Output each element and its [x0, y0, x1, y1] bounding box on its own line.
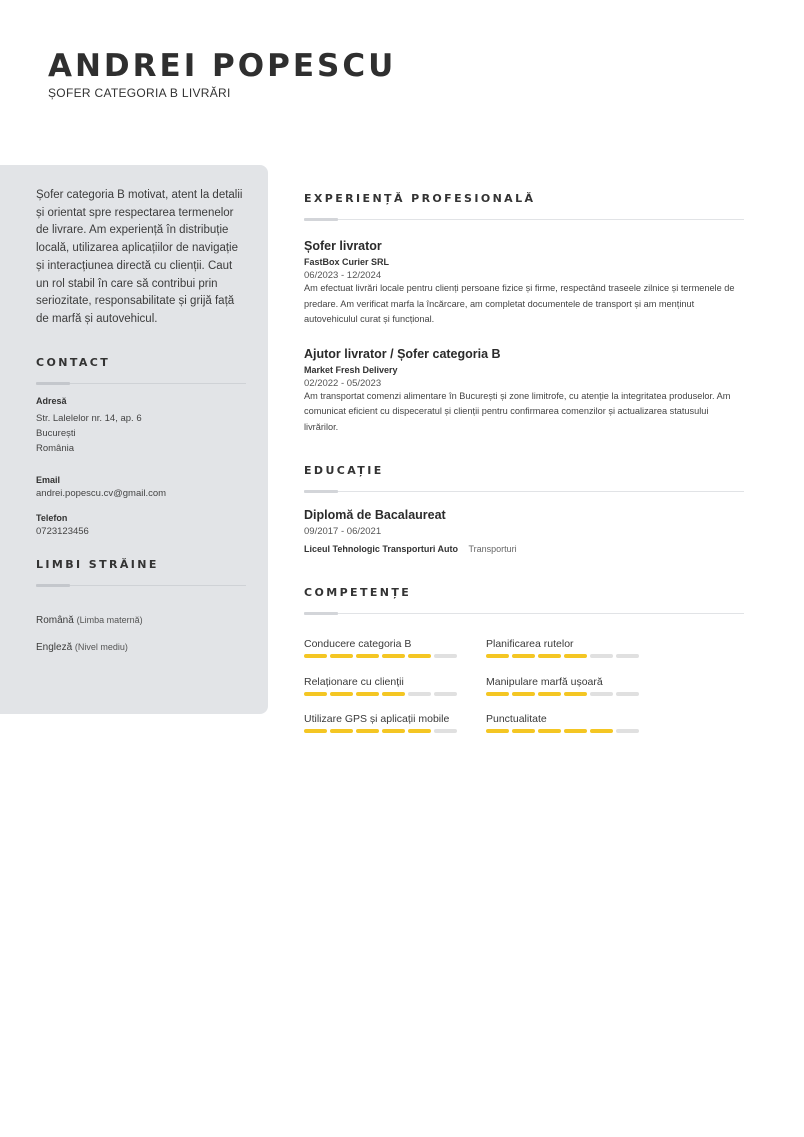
resume-header [48, 46, 396, 100]
language-item [36, 642, 246, 653]
job-title: Șofer livrator [304, 239, 382, 253]
skill-bar [304, 654, 464, 658]
candidate-role: ȘOFER CATEGORIA B LIVRĂRI [48, 86, 231, 100]
skill-name: Manipulare marfă ușoară [486, 675, 603, 688]
skill-segment-filled [408, 654, 431, 658]
job-dates: 02/2022 - 05/2023 [304, 377, 382, 389]
skill-segment-filled [382, 692, 405, 696]
skill-segment-filled [564, 692, 587, 696]
skill-bar [304, 729, 464, 733]
skill-segment-filled [304, 729, 327, 733]
skill-segment-empty [616, 729, 639, 733]
degree-title: Diplomă de Bacalaureat [304, 507, 446, 522]
skill-segment-filled [356, 729, 379, 733]
skill-segment-filled [382, 729, 405, 733]
skill-segment-filled [304, 692, 327, 696]
skill-segment-filled [486, 654, 509, 658]
phone-label: Telefon [36, 512, 68, 523]
section-divider [304, 217, 744, 221]
phone-value[interactable]: 0723123456 [36, 525, 89, 537]
language-level: (Limba maternă) [76, 614, 143, 625]
contact-section [36, 356, 246, 539]
skill-name: Conducere categoria B [304, 637, 412, 650]
skill-segment-filled [538, 654, 561, 658]
education-dates: 09/2017 - 06/2021 [304, 525, 382, 537]
language-item [36, 615, 246, 626]
skill-item [304, 713, 464, 733]
skill-segment-empty [434, 654, 457, 658]
skill-segment-empty [434, 729, 457, 733]
experience-title: EXPERIENȚĂ PROFESIONALĂ [304, 192, 536, 205]
education-title: EDUCAȚIE [304, 463, 384, 477]
skill-segment-filled [408, 729, 431, 733]
skill-segment-filled [330, 729, 353, 733]
job-company: Market Fresh Delivery [304, 364, 398, 375]
job-title: Ajutor livrator / Șofer categoria B [304, 346, 501, 361]
skill-item [304, 676, 464, 696]
languages-title: LIMBI STRĂINE [36, 557, 159, 571]
skill-item [486, 676, 646, 696]
skill-segment-filled [356, 654, 379, 658]
skill-segment-filled [564, 654, 587, 658]
skill-segment-filled [538, 692, 561, 696]
sidebar [0, 165, 268, 714]
skill-segment-filled [486, 729, 509, 733]
skill-name: Punctualitate [486, 712, 547, 725]
job-description: Am transportat comenzi alimentare în București și zone limitrofe, cu atenție la integritatea produselor. Am comunicat eficient cu dispeceratul și clienții pentru confirmarea comenzilor și actualizarea statusului livrărilor. [304, 390, 731, 432]
skill-segment-empty [616, 654, 639, 658]
education-section [304, 464, 744, 557]
skill-segment-filled [356, 692, 379, 696]
skill-segment-filled [538, 729, 561, 733]
skill-segment-filled [512, 654, 535, 658]
skill-segment-filled [304, 654, 327, 658]
skill-segment-filled [486, 692, 509, 696]
skill-bar [486, 692, 646, 696]
job-company: FastBox Curier SRL [304, 257, 390, 267]
address-label: Adresă [36, 395, 67, 406]
job-entry [304, 239, 744, 328]
address-city: București [36, 427, 76, 439]
skill-segment-filled [512, 729, 535, 733]
skill-bar [486, 654, 646, 658]
contact-title: CONTACT [36, 355, 111, 369]
skill-item [304, 638, 464, 658]
skill-bar [486, 729, 646, 733]
job-description: Am efectuat livrări locale pentru clienți persoane fizice și firme, respectând traseele zilnice și termenele de predare. Am verificat marfa la încărcare, am completat documentele de transport și am menținut autovehiculul curat și funcțional. [304, 283, 735, 325]
email-label: Email [36, 474, 61, 485]
school-name: Liceul Tehnologic Transporturi Auto [304, 543, 459, 554]
skills-section [304, 586, 744, 748]
email-value[interactable]: andrei.popescu.cv@gmail.com [36, 487, 167, 499]
skills-title: COMPETENȚE [304, 585, 412, 599]
address-line: Str. Lalelelor nr. 14, ap. 6 [36, 412, 142, 424]
section-divider [36, 583, 246, 587]
language-level: (Nivel mediu) [74, 641, 128, 652]
section-divider [304, 489, 744, 493]
skill-segment-filled [330, 692, 353, 696]
skill-segment-empty [590, 692, 613, 696]
skill-segment-filled [382, 654, 405, 658]
skill-name: Utilizare GPS și aplicații mobile [304, 712, 450, 725]
skill-segment-empty [434, 692, 457, 696]
skill-segment-empty [616, 692, 639, 696]
skill-item [486, 638, 646, 658]
language-name: Engleză [36, 641, 73, 653]
skill-item [486, 713, 646, 733]
skill-segment-filled [512, 692, 535, 696]
candidate-name: ANDREI POPESCU [48, 48, 397, 84]
skill-name: Relaționare cu clienții [304, 675, 404, 688]
experience-section [304, 192, 744, 436]
main-content [304, 192, 744, 748]
languages-section [36, 558, 246, 653]
skills-grid [304, 638, 744, 748]
job-dates: 06/2023 - 12/2024 [304, 270, 382, 281]
skill-bar [304, 692, 464, 696]
skill-segment-empty [590, 654, 613, 658]
job-entry [304, 347, 744, 436]
education-field: Transporturi [468, 543, 517, 554]
skill-segment-filled [330, 654, 353, 658]
section-divider [304, 611, 744, 615]
address-country: România [36, 442, 75, 454]
section-divider [36, 381, 246, 385]
skill-segment-filled [590, 729, 613, 733]
skill-segment-filled [564, 729, 587, 733]
skill-segment-empty [408, 692, 431, 696]
skill-name: Planificarea rutelor [486, 637, 574, 650]
profile-summary: Șofer categoria B motivat, atent la detalii și orientat spre respectarea termenelor de livrare. Am experiență în distribuție locală, utilizarea aplicațiilor de navigație și interacțiunea directă cu clienții. Caut un rol stabil în care să contribui prin seriozitate, responsabilitate și grijă față de marfă și autovehicul. [36, 189, 243, 325]
language-name: Română [36, 614, 74, 626]
